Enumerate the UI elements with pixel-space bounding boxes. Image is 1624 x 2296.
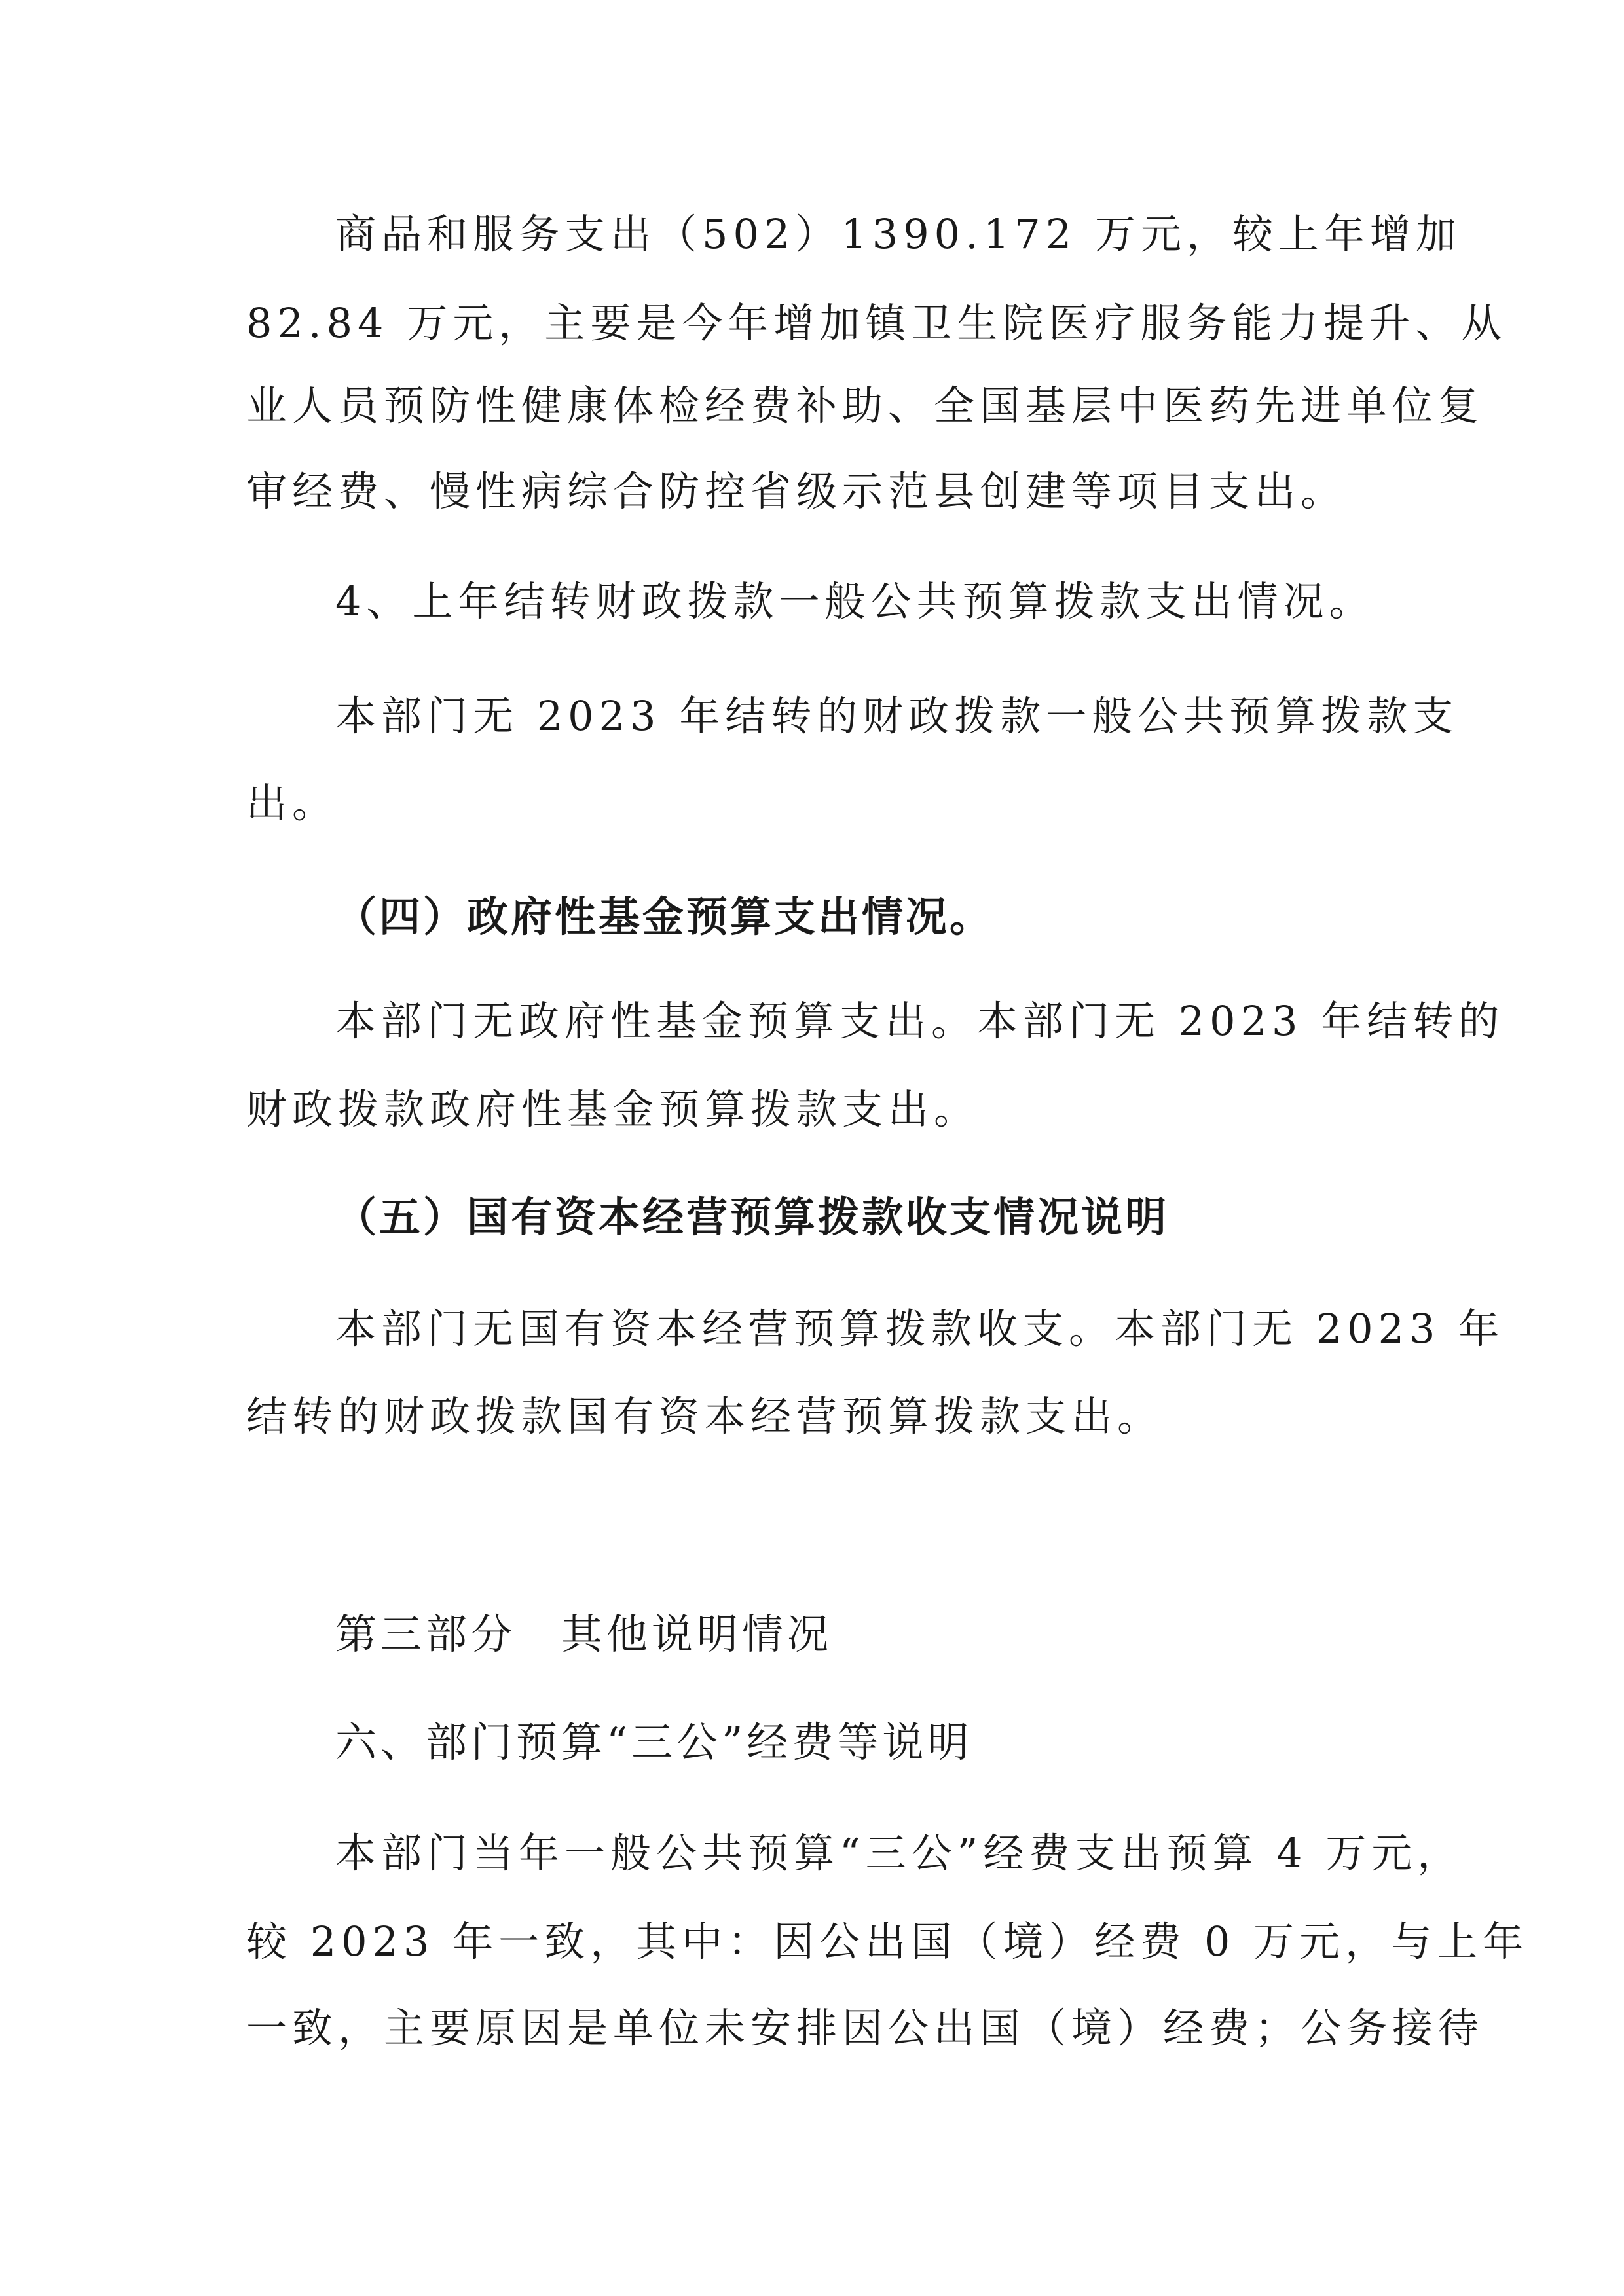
paragraph-line: 本部门无 2023 年结转的财政拨款一般公共预算拨款支 — [335, 692, 1459, 740]
paragraph-line: 出。 — [246, 779, 339, 827]
part-3-heading: 第三部分 其他说明情况 — [335, 1611, 832, 1658]
paragraph-line: 82.84 万元，主要是今年增加镇卫生院医疗服务能力提升、从 — [246, 299, 1507, 347]
section-4-heading: （四）政府性基金预算支出情况。 — [335, 893, 993, 941]
paragraph-line: 较 2023 年一致，其中：因公出国（境）经费 0 万元，与上年 — [246, 1918, 1529, 1965]
paragraph-line: 财政拨款政府性基金预算拨款支出。 — [246, 1085, 980, 1133]
paragraph-line: 本部门当年一般公共预算“三公”经费支出预算 4 万元， — [335, 1829, 1464, 1877]
paragraph-line: 审经费、慢性病综合防控省级示范县创建等项目支出。 — [246, 467, 1347, 515]
paragraph-line: 一致，主要原因是单位未安排因公出国（境）经费；公务接待 — [246, 2004, 1485, 2052]
paragraph-line: 商品和服务支出（502）1390.172 万元，较上年增加 — [335, 210, 1462, 258]
paragraph-line: 本部门无国有资本经营预算拨款收支。本部门无 2023 年 — [335, 1305, 1505, 1353]
paragraph-line: 本部门无政府性基金预算支出。本部门无 2023 年结转的 — [335, 997, 1505, 1045]
chapter-6-heading: 六、部门预算“三公”经费等说明 — [335, 1719, 973, 1766]
paragraph-line: 结转的财政拨款国有资本经营预算拨款支出。 — [246, 1393, 1164, 1440]
section-5-heading: （五）国有资本经营预算拨款收支情况说明 — [335, 1194, 1169, 1241]
item-4-heading: 4、上年结转财政拨款一般公共预算拨款支出情况。 — [335, 577, 1375, 625]
paragraph-line: 业人员预防性健康体检经费补助、全国基层中医药先进单位复 — [246, 382, 1485, 429]
